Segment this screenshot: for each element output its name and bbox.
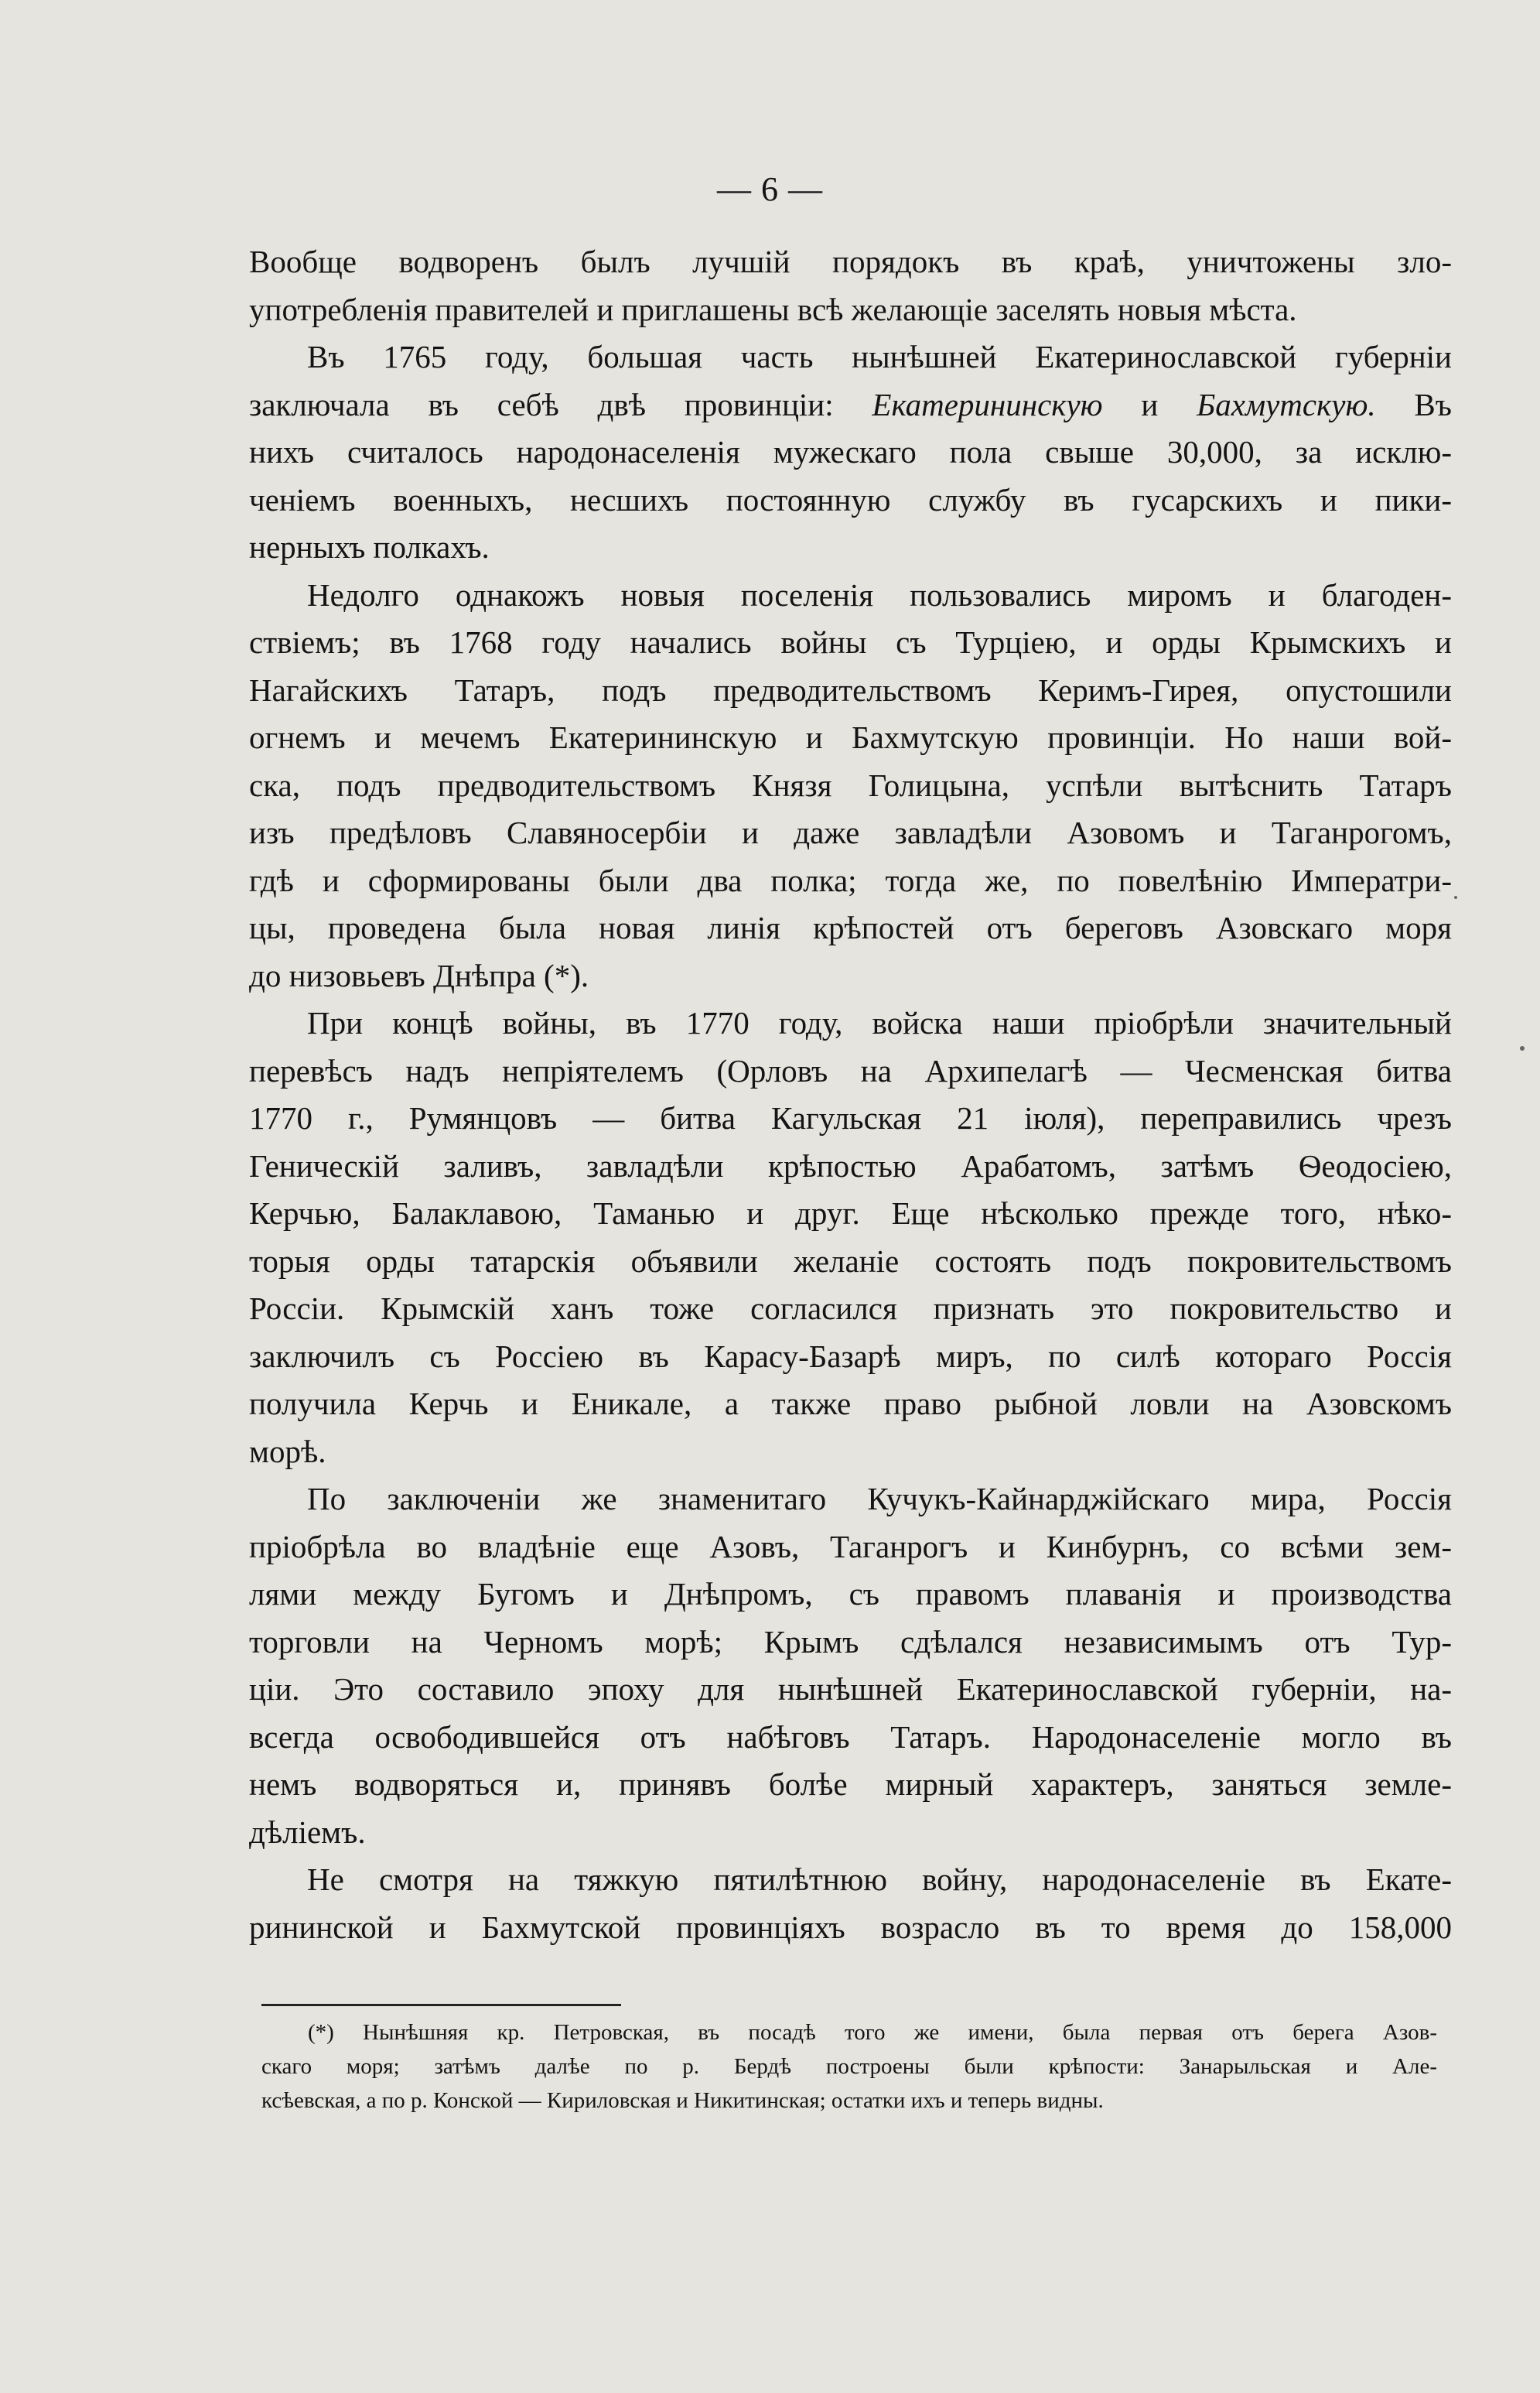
italic-province-name: Екатерининскую bbox=[872, 386, 1103, 422]
text-line: ціи. Это составило эпоху для нынѣшней Екатеринославской губерніи, на- bbox=[249, 1671, 1452, 1707]
text-segment: заключала въ себѣ двѣ провинціи: bbox=[249, 386, 872, 422]
text-line: Россіи. Крымскій ханъ тоже согласился признать это покровительство и bbox=[249, 1291, 1452, 1326]
text-line: употребленія правителей и приглашены всѣ желающіе заселять новыя мѣста. bbox=[249, 291, 1297, 327]
text-line: изъ предѣловъ Славяносербіи и даже завладѣли Азовомъ и Таганрогомъ, bbox=[249, 815, 1452, 850]
text-line: ска, подъ предводительствомъ Князя Голицына, успѣли вытѣснить Татаръ bbox=[249, 767, 1452, 803]
text-line: Недолго однакожъ новыя поселенія пользовались миромъ и благоден- bbox=[307, 576, 1452, 613]
text-line: получила Керчь и Еникале, а также право рыбной ловли на Азовскомъ bbox=[249, 1386, 1452, 1421]
text-line: нерныхъ полкахъ. bbox=[249, 529, 490, 565]
text-line: Вообще водворенъ былъ лучшій порядокъ въ краѣ, уничтожены зло- bbox=[249, 244, 1452, 279]
body-text bbox=[249, 238, 1452, 1951]
text-line: Нагайскихъ Татаръ, подъ предводительствомъ Керимъ-Гирея, опустошили bbox=[249, 672, 1452, 708]
paper-speck bbox=[1520, 1046, 1525, 1051]
paper-speck bbox=[1454, 896, 1457, 899]
text-line: дѣліемъ. bbox=[249, 1814, 366, 1850]
text-line: заключилъ съ Россіею въ Карасу-Базарѣ миръ, по силѣ котораго Россія bbox=[249, 1338, 1452, 1374]
text-line: 1770 г., Румянцовъ — битва Кагульская 21 іюля), переправились чрезъ bbox=[249, 1100, 1452, 1136]
text-line bbox=[249, 381, 1452, 429]
footnote-divider bbox=[261, 2004, 621, 2006]
text-line: нихъ считалось народонаселенія мужескаго пола свыше 30,000, за исклю- bbox=[249, 434, 1452, 470]
text-segment: и bbox=[1102, 386, 1197, 422]
text-line: всегда освободившейся отъ набѣговъ Татаръ. Народонаселеніе могло въ bbox=[249, 1718, 1452, 1755]
text-line: морѣ. bbox=[249, 1433, 326, 1469]
text-line: огнемъ и мечемъ Екатерининскую и Бахмутскую провинціи. Но наши вой- bbox=[249, 720, 1452, 755]
text-line: Въ 1765 году, большая часть нынѣшней Екатеринославской губерніи bbox=[307, 339, 1452, 374]
text-line: По заключеніи же знаменитаго Кучукъ-Кайнарджійскаго мира, Россія bbox=[307, 1481, 1452, 1516]
text-segment: Въ bbox=[1375, 386, 1452, 422]
text-line: ствіемъ; въ 1768 году начались войны съ Турціею, и орды Крымскихъ и bbox=[249, 624, 1452, 660]
footnote-line: скаго моря; затѣмъ далѣе по р. Бердѣ построены были крѣпости: Занарыльская и Але- bbox=[261, 2054, 1437, 2079]
text-line: до низовьевъ Днѣпра (*). bbox=[249, 957, 589, 993]
text-line: Геническій заливъ, завладѣли крѣпостью Арабатомъ, затѣмъ Ѳеодосіею, bbox=[249, 1147, 1452, 1184]
text-line: немъ водворяться и, принявъ болѣе мирный характеръ, заняться земле- bbox=[249, 1766, 1452, 1802]
footnote bbox=[261, 2015, 1437, 2118]
page-number: — 6 — bbox=[717, 170, 823, 208]
text-line: цы, проведена была новая линія крѣпостей отъ береговъ Азовскаго моря bbox=[249, 910, 1452, 945]
text-line: Не смотря на тяжкую пятилѣтнюю войну, народонаселеніе въ Екате- bbox=[307, 1861, 1452, 1897]
italic-province-name: Бахмутскую. bbox=[1197, 386, 1376, 422]
text-line: пріобрѣла во владѣніе еще Азовъ, Таганрогъ и Кинбурнъ, со всѣми зем- bbox=[249, 1528, 1452, 1564]
text-line: торговли на Черномъ морѣ; Крымъ сдѣлался независимымъ отъ Тур- bbox=[249, 1623, 1452, 1660]
footnote-line: ксѣевская, а по р. Конской — Кириловская и Никитинская; остатки ихъ и теперь видны. bbox=[261, 2088, 1104, 2113]
text-line: лями между Бугомъ и Днѣпромъ, съ правомъ плаванія и производства bbox=[249, 1576, 1452, 1612]
text-line: При концѣ войны, въ 1770 году, войска наши пріобрѣли значительный bbox=[307, 1005, 1452, 1041]
text-line: перевѣсъ надъ непріятелемъ (Орловъ на Архипелагѣ — Чесменская битва bbox=[249, 1052, 1452, 1089]
text-line: гдѣ и сформированы были два полка; тогда же, по повелѣнію Императри- bbox=[249, 862, 1452, 898]
text-line: Керчью, Балаклавою, Таманью и друг. Еще нѣсколько прежде того, нѣко- bbox=[249, 1195, 1452, 1231]
text-line: рининской и Бахмутской провинціяхъ возрасло въ то время до 158,000 bbox=[249, 1909, 1452, 1945]
footnote-line: (*) Нынѣшняя кр. Петровская, въ посадѣ того же имени, была первая отъ берега Азов- bbox=[308, 2020, 1437, 2045]
text-line: ченіемъ военныхъ, несшихъ постоянную службу въ гусарскихъ и пики- bbox=[249, 481, 1452, 518]
text-line: торыя орды татарскія объявили желаніе состоять подъ покровительствомъ bbox=[249, 1243, 1452, 1279]
